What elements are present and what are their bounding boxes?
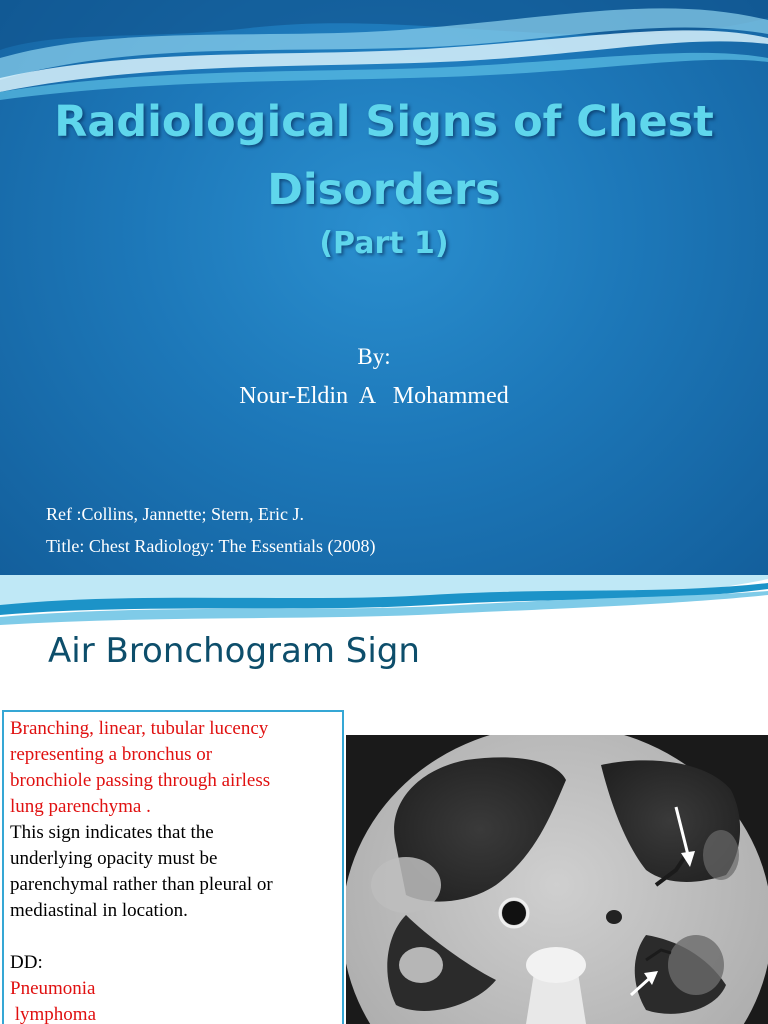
by-label: By: — [357, 344, 391, 369]
dd-item: lymphoma — [10, 1004, 97, 1024]
explanation-line: mediastinal in location. — [10, 900, 188, 921]
dd-label: DD: — [10, 952, 43, 973]
ct-scan-image — [346, 735, 768, 1024]
slide-heading: Air Bronchogram Sign — [48, 631, 420, 671]
title-line-1: Radiological Signs of Chest — [54, 97, 714, 147]
explanation-line: This sign indicates that the — [10, 822, 214, 843]
author-name: Nour-Eldin A Mohammed — [239, 383, 509, 409]
definition-line: Branching, linear, tubular lucency — [10, 718, 269, 739]
dd-item: Pneumonia — [10, 978, 96, 999]
presentation-title — [20, 88, 748, 224]
title-line-2: Disorders — [267, 165, 501, 215]
explanation-line: parenchymal rather than pleural or — [10, 874, 273, 895]
reference-title: Title: Chest Radiology: The Essentials (2008) — [46, 536, 376, 556]
definition-line: bronchiole passing through airless — [10, 770, 271, 791]
content-slide — [0, 575, 768, 1024]
definition-line: lung parenchyma . — [10, 796, 151, 817]
wave-decoration — [0, 575, 768, 635]
presentation-subtitle: (Part 1) — [319, 226, 449, 261]
description-box — [2, 710, 344, 1024]
explanation-line: underlying opacity must be — [10, 848, 218, 869]
ct-scan-illustration — [346, 735, 768, 1024]
definition-line: representing a bronchus or — [10, 744, 213, 765]
reference-authors: Ref :Collins, Jannette; Stern, Eric J. — [46, 504, 304, 524]
